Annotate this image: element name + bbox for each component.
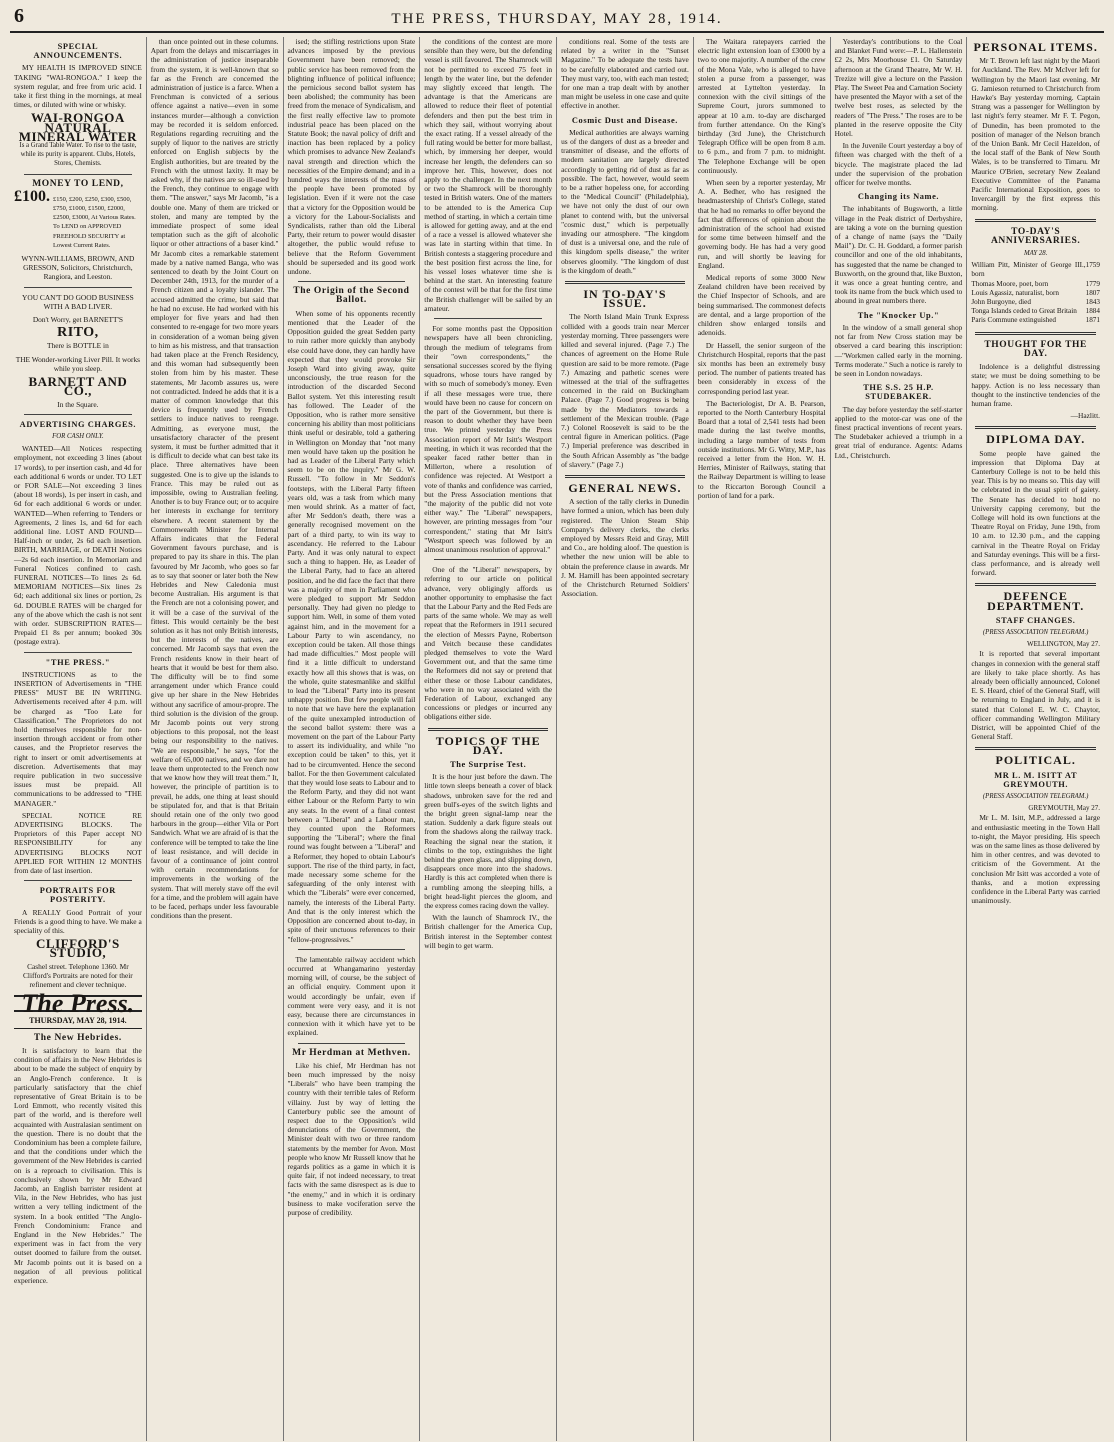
column-4 [420, 37, 557, 1441]
surprise-test-heading: The Surprise Test. [450, 760, 527, 770]
opposition-article: For some months past the Opposition newspapers have all been chronicling, through the medium of telegrams from their "own correspondents," the sensational successes scored by the flying squadrons, whose tours have ranged by with so much of somebody's money. Even if all these messages were true, there would have been no cause for concern on the part of the Government, but there is reason to doubt whether they have been true. We printed yesterday the Press Association report of Mr Isitt's Westport meeting, in which it was recorded that the speaker faced rather better than in Millerton, where a resolution of confidence was rejected. At Westport a vote of thanks and confidence was carried, but the Press Association mentions that "the majority of the public did not vote either way." The "Liberal" newspapers, however, are printing messages from "our correspondent," stating that Mr Isitt's "Westport speech was followed by an almost unanimous resolution of approval." [424, 324, 553, 554]
tests-article: conditions real. Some of the tests are related by a writer in the "Sunset Magazine." To be adequate the tests have to be carefully elaborated and carried out. They must vary, too, with each man tested; for one man a trap dealt with by another man might be useless in one case and quite effective in another. [561, 37, 689, 111]
news-item-2: When seen by a reporter yesterday, Mr A. A. Bedher, who has resigned the headmastership of Christ's College, stated that he had no remarks to offer beyond the fact that differences of opinion about the administration of the school had existed for some time between himself and the governing body. He has had a very good run, and will shortly be leaving for England. [697, 178, 826, 270]
todays-issue-heading: IN TO-DAY'S ISSUE. [583, 287, 667, 311]
news-item-1: The Waitara ratepayers carried the electric light extension loan of £3000 by a two to one majority. A number of the crew of the Mona Vale, who is alleged to have stolen a purse from a passenger, was arrested at Lyttelton yesterday. In connexion with the civil sittings of the Supreme Court, jurors summoned to appear at 10 a.m. to-day are discharged from further attendance. On the King's birthday (3rd June), the Christchurch Telegraph Office will be open from 8 a.m. to 6 p.m., and from 7 p.m. to midnight. The Telephone Exchange will be open continuously. [697, 37, 826, 175]
anniversary-event: Thomas Moore, poet, born [971, 279, 1049, 288]
advertising-charges-sub: FOR CASH ONLY. [52, 432, 104, 440]
second-ballot-text: When some of his opponents recently mentioned that the Leader of the Opposition guided the great Sedden party to ruin rather more quickly than anybody else could have done, they can hardly have expected that they would provoke Sir Joseph Ward into giving away, quite unconsciously, the true reason for the introduction of the discarded Second Ballot system. Yet this interesting result has followed. The Leader of the Opposition, who is rather more sensitive concerning his ability than most politicians think useful or desirable, told a gathering in Wellington on Monday that "not many men would have taken up the position he had as Leader of the Liberal Party which seem to be on the inquiry." Mr G. W. Russell. "To follow in Mr Seddon's footsteps, with the Liberal Party fifteen years old, was a task from which many men would shrink. As a matter of fact, after Mr Seddon's death, there was a generally recognised movement on the part of a third party, to win its way to ascendancy. He referred to the Labour Party. And it was only natural to expect such a thing to happen. He, as Leader of the Liberal Party, had to face an altered position, and he did face the fact that there was a majority of men in Parliament who were pledged to support Mr Seddon personally. They had given no pledge to support him. Well, in some of them voted against him, and in the movement for a Labour Party to win ascendancy, no exception could be taken. All those things had made difficulties." Most people will find it a little difficult to understand exactly how all this shows that is was, on the whole, quite statesmanlike and skilful to lead the "Liberal" Party into its present unhappy position. But few people will fail to note that we have here the explanation of the quite unexampled introduction of the second ballot system: there was a movement on the part of the Labour Party to assert its individuality, and while "no exception could be taken" to this, yet it had to be circumvented. Hence the second ballot. For the then Government calculated that they would lose seats to Labour and to the Reform Party, and they did not want either Labour or the Reform Party to win any seats. In the event of a final contest between a "Liberal" and a Labour man, they counted upon the Reformers supporting the "Liberal"; where the final round was fought between a "Liberal" and a Reformer, they hoped to obtain Labour's support. The rise of the third party, in fact, made necessary some scheme for the safeguarding of the only interest with which the "Liberals" were ever concerned, namely, the interests of the Liberal Party. And that is the only interest which the Opposition are concerned about to-day, in spite of their unctuous references to their "fellow-progressives." [287, 308, 416, 944]
money-firm: WYNN-WILLIAMS, BROWN, AND GRESSON, Solicitors, Christchurch, Rangiora, and Leeston. [21, 254, 135, 282]
money-ad [14, 187, 142, 250]
page-number: 6 [14, 5, 24, 27]
money-rates: £150, £200, £250, £300, £500, £750, £1000, £1500, £2000, £2500, £3000, At Various Rates. To LEND on APPROVED FREEHOLD SECURITY at Lowest Current Rates. [53, 195, 136, 249]
anniversary-year: 1779 [1085, 279, 1100, 288]
press-notice-text: INSTRUCTIONS as to the INSERTION of Advertisements in "THE PRESS" MUST BE IN WRITING. Advertisements received after 4 p.m. will be charged as "Too Late for Classification." The Proprietors do not hold themselves responsible for non-insertion through accident or from other causes, and the Proprietor reserves the right to insert or omit advertisements at discretion. Advertisements that may require publication in two successive issues must be prepaid. All communications to be addressed to "THE MANAGER." [14, 669, 142, 808]
topics-heading: TOPICS OF THE DAY. [435, 733, 541, 757]
thought-text: Indolence is a delightful distressing state; we must be doing something to be happy. Action is no less necessary than thought to the instinctive tendencies of the human frame. [971, 362, 1100, 408]
barnett-name: BARNETT AND CO., [28, 374, 128, 399]
press-masthead: The Press. [14, 995, 142, 1012]
studebaker-text: The day before yesterday the self-starter applied to the motor-car was one of the finest practical inventions of recent years. The Studebaker achieved a triumph in a great trial of endurance. Agents: Adams Ltd., Christchurch. [834, 404, 963, 460]
clifford-text: Cashel street. Telephone 1360. Mr Clifford's Portraits are noted for their refinement and clever technique. [22, 961, 133, 990]
cosmic-dust-text: Medical authorities are always warning us of the dangers of dust as a breeder and transmitter of disease, and the efforts of modern sanitation are largely directed accordingly to getting rid of dust as far as possible. The fact, however, would seem to be a rather hopeless one, for according to the "Medical Council" (Philadelphia), we have not only the dust of our own planet to contend with, but the universal "cosmic dust," which is perpetually invading our atmosphere. "The kingdom of dust is a universal one, and the rule of this kingdom spells disease," the writer observes gloomily. "The kingdom of dust is the kingdom of death." [561, 127, 689, 275]
column-1 [10, 37, 147, 1441]
shamrock-article: the conditions of the contest are more sensible than they were, but the defending vessel is still favoured. The Shamrock will not be permitted to exceed 75 feet in length by the water line, but the defender may slightly exceed that length. The advantage is that the Americans are allowed to reduce their fleet of potential defenders and then put the best trim in which they sail, without worrying about the exact rating. If a vessel already of the full rating would be better for more ballast, which, by immersing her deeper, would increase her length, the defenders can so improve her. This, however, does not apply to the challenger. In the next month or two the Shamrock will be thoroughly tested in British waters. One of the matters to be attended to is the America Cup method of starting, in which a certain time is allowed for getting away, and at the end of a race a vessel is allowed whatever she was late in starting within that time. In British contests a staggering procedure and the best position first across the line, for his vessel loses whatever time she is behind at the start. An interesting feature of the contest will be that for the first time the British challenger will be sailed by an amateur. [424, 37, 553, 313]
anniversary-row [971, 289, 1100, 298]
reform-article: ised; the stifling restrictions upon State advances imposed by the previous Government have been removed; the public service has been removed from the blighting influence of political influence; the pernicious second ballot system has been abolished; the community has been freed from the menace of Syndicalism, and the first really effective law to promote industrial peace has been placed on the Statute Book; the naval policy of drift and inaction has been replaced by a policy which promises to advance New Zealand's naval strength and direction which the necessities of the Empire demand; and in a hundred ways the interests of the mass of the people have been promoted by legislation. Even if it were not the case that a victory for the Opposition would be a victory for the Labour-Socialists and Syndicalists, rather than old the Liberal Party, their return to power would disaster altogether, the public would refuse to believe that the Reform Government should be superseded and its good work undone. [287, 37, 416, 277]
anniversary-event: John Burgoyne, died [971, 298, 1031, 307]
shamrock-launch-text: With the launch of Shamrock IV., the British challenger for the America Cup, British interest in the September contest will begin to get warm. [424, 913, 553, 950]
page-header-title: THE PRESS, THURSDAY, MAY 28, 1914. [391, 11, 723, 27]
special-announcements-heading: SPECIAL ANNOUNCEMENTS. [33, 42, 123, 61]
hebrides-continued: than once pointed out in these columns. Apart from the delays and miscarriages in the administration of justice inseparable from the system, it is well-known that so far as the French are concerned the administration of justice is a farce. When a Frenchman is convicted of a serious offence against a native—even in some instances murder—although a conviction may be recorded it is seldom enforced. Regulations regarding recruiting and the supply of liquor to the natives are strictly enforced on English subjects by the English authorities, but are treated by the French with the utmost laxity. It may be asked why, if the natives are so ill-used by the French, they continue to engage with them. "The answer," says Mr Jacomb, "is a double one. Many of them are tricked or stolen, and many are tempted by the immediate prospect of some ideal temptation such as the gift of alcoholic liquor or other attractions of a baser kind." Mr Jacomb cites a remarkable statement made by a native named Banga, who was sentenced to death by the Joint Court on December 24th, 1913, for the murder of a French citizen and a loyalty islander. The accused admitted the crime, but said that he had no excuse. He had worked with his employer for five years and had then consented to re-engage for two more years in consideration of a woman being given to him as his mistress, and that transaction had taken place at the French Residency, and this woman had subsequently been stolen from him by his master. These statements, Mr Jacomb assures us, were not contradicted. Indeed he adds that it is a matter of common knowledge that this device is frequently used by French settlers to induce natives to reengage. Admitting, as everyone must, the unsatisfactory character of the present system, it must be further admitted that it is difficult to decide what can best take its place. Three alternatives have been suggested. One is to give up the islands to France. This may be ruled out as impossible, owing to Australian feeling. Another is to buy France out; or to acquire her interests in exchange for territory elsewhere. A recent statement by the Commonwealth Minister for Internal Affairs indicates that the Federal Government favours purchase, and is prepared to pay its share in this. The plan favoured by Mr Jacomb, who goes so far as to say that sooner or later both the New Hebrides and New Caledonia must become Australian. His argument is that the French are not a colonising power, and it will be a case of the survival of the fittest. This would certainly be the best solution as it has not only British interests, but the interests of the natives, are concerned. Mr Jacomb says that even the French residents know in their heart of hearts that it would be best for them also. The difficulty will be to find some arrangement under which France could give up her share in the New Hebrides without any sacrifice of amour-propre. The third solution is the division of the group. Mr Jacomb points out very strong objections to this proposal, not the least being our responsibility to the natives. "We are responsible," he says, "for the welfare of 65,000 natives, and we dare not leave them unprotected to the French now that we know how they will treat them." It, however, the principle of partition is to prevail, he adds, one thing at least should be stipulated for, and that is that Britain should retain one of the only two good harbours in the group—either Vila or Port Sandwich. What we are afraid of is that the conference will be tempted to take the line of least resistance, and will decide in favour of a continuance of joint control with certain recommendations for improvements in the working of the system. That will merely stave off the evil for a time, and the problem will again have to be faced, perhaps under less favourable conditions than the present. [150, 37, 279, 921]
anniversary-year: 1871 [1085, 316, 1100, 325]
anniversary-row [971, 261, 1100, 279]
column-3 [284, 37, 421, 1441]
changing-name-heading: Changing its Name. [857, 192, 940, 202]
todays-issue-text: The North Island Main Trunk Express collided with a goods train near Mercer yesterday morning. Three passengers were killed and several injured. (Page 7.) The chances of agreement on the Home Rule question are said to be more remote. (Page 7.) Amazing and pathetic scenes were witnessed at the trial of the suffragettes concerned in the raid on Buckingham Palace. (Page 7.) Good progress is being made by the Mediators towards a settlement of the Mexican trouble. (Page 7.) Colonel Roosevelt is said to be the central figure in American politics. (Page 7.) Imperial preference was described in the South African Assembly as "the badge of slavery." (Page 7.) [561, 312, 689, 469]
news-item-3: Medical reports of some 3000 New Zealand children have been received by the Chief Inspector of Schools, and are being summarised. The commonest defects are dental, and a large proportion of the children show enlarged tonsils and adenoids. [697, 273, 826, 338]
columns [10, 37, 1104, 1441]
anniversary-event: William Pitt, Minister of George III., born [971, 261, 1086, 279]
rito-line-2: THE Wonder-working Liver Pill. It works while you sleep. [15, 354, 141, 373]
anniversary-row [971, 280, 1100, 289]
general-news-heading: GENERAL NEWS. [568, 480, 682, 495]
column-6 [694, 37, 831, 1441]
isitt-source: (PRESS ASSOCIATION TELEGRAM.) [982, 793, 1089, 801]
liberal-article: One of the "Liberal" newspapers, by referring to our article on political advance, very obligingly affords us another opportunity to emphasise the fact that the Labour Party and the Red Feds are parts of the same whole. We may as well repeat that the Reformers in 1911 secured the election of Messrs Payne, Robertson and Veitch because these candidates pledged themselves to vote the Ward Government out, and that the same time the Reformers did not say or pretend that either these or those Labour candidates, who were in no way associated with the Federation of Labour, exchanged any concessions or pledges or incurred any obligations either side. [424, 565, 553, 722]
anniversaries-date: MAY 28. [1023, 250, 1048, 258]
hebrides-text: It is satisfactory to learn that the condition of affairs in the New Hebrides is about to be made the subject of enquiry by an Anglo-French conference. It is particularly satisfactory that the chief representative of Great Britain is to be Lord Emmott, who recently visited this part of the world, and is therefore well acquainted with Australasian sentiment on the question. There is no doubt that the Condominium has been a complete failure, and that the conditions under which the government of the New Hebrides is carried on is a reproach to civilisation. This is conclusively shown by Mr Edward Jacomb, an English barrister resident at Vila, in the New Hebrides, who has just written a very telling indictment of the system. In a book entitled "The Anglo-French Condominium: France and England in the New Hebrides." The experiment was in fact from the very outset doomed to failure from the outset. Mr Jacomb points out it is based on a negation of all previous political experience. [14, 1045, 142, 1285]
isitt-dateline: GREYMOUTH, May 27. [1028, 804, 1100, 813]
political-heading: POLITICAL. [995, 753, 1076, 768]
herdman-heading: Mr Herdman at Methven. [292, 1047, 411, 1058]
special-notice-text: SPECIAL NOTICE RE ADVERTISING BLOCKS. The Proprietors of this Paper accept NO RESPONSIBILITY for any ADVERTISING BLOCKS NOT APPLIED FOR WITHIN 12 MONTHS from date of last insertion. [14, 810, 142, 876]
diploma-day-heading: DIPLOMA DAY. [986, 432, 1086, 447]
anniversary-year: 1884 [1085, 307, 1100, 316]
knocker-up-text: In the window of a small general shop not far from New Cross station may be observed a card bearing this inscription:—"Workmen called early in the morning. Terms moderate." Such a notice is rarely to be seen in London nowadays. [834, 322, 963, 378]
advertising-charges-text: WANTED—All Notices respecting employment, not exceeding 3 lines (about 17 words), to per insertion cash, and 4d for each additional 6 words or under. TO LET or FOR SALE—Not exceeding 3 lines (about 18 words), 1s per insert in cash, and 6d for each additional 6 words or under. WANTED—When referring to Tenders or Agreements, 2 lines 1s, and 6d for each additional line. LOST AND FOUND—Half-inch or under, 2s 6d each insertion. BIRTH, MARRIAGE, or DEATH Notices —2s 6d each insertion. In Memoriam and Funeral Notices confined to cash. FUNERAL NOTICES—To lines 2s 6d. MEMORIAM NOTICES—Six lines 2s 6d; each additional six lines or portion, 2s 6d. DOUBLE RATES will be charged for any of the above which the cash is not sent with order. SUBSCRIPTION RATES—Prepaid £1 8s per annum; booked 30s (postage extra). [14, 444, 142, 647]
wairongoa-ad [14, 110, 142, 168]
portraits-heading: PORTRAITS FOR POSTERITY. [39, 886, 116, 905]
defence-heading: DEFENCE DEPARTMENT. [987, 589, 1085, 613]
column-7 [831, 37, 968, 1441]
anniversary-year: 1843 [1085, 298, 1100, 307]
rito-name: RITO, [57, 325, 99, 341]
anniversary-event: Tonga Islands ceded to Great Britain [971, 307, 1077, 316]
anniversaries-list [971, 261, 1100, 325]
staff-changes-text: It is reported that several important changes in connexion with the general staff are likely to take place shortly. As has already been officially announced, Colonel E. S. Heard, chief of the General Staff, will be returning to England in July, and it is stated that Colonel E. W. C. Chaytor, officer commanding Wellington Military District, will be appointed Chief of the General Staff. [971, 649, 1100, 742]
rito-intro: YOU CAN'T DO GOOD BUSINESS WITH A BAD LIVER. [22, 292, 134, 311]
money-amount: £100. [14, 187, 50, 205]
wairongoa-name: WAI-RONGOA NATURAL MINERAL WATER [18, 110, 138, 144]
health-ad-text: MY HEALTH IS IMPROVED SINCE TAKING "WAI-RONGOA." I keep the system regular, and free from uric acid. I take it first thing in the mornings, at meal times, or diluted with wine or whisky. [14, 63, 142, 110]
wairongoa-text: Is a Grand Table Water. To rise to the taste, while its purity is apparent. Clubs, Hotels, Stores, Chemists. [19, 142, 137, 168]
isitt-heading: MR L. M. ISITT AT GREYMOUTH. [994, 770, 1078, 789]
surprise-test-text: It is the hour just before the dawn. The little town sleeps beneath a cover of black shadows, unbroken save for the red and green bull's-eyes of the switch lights and the bright green signal-lamp near the station. Suddenly a dark figure steals out from the shadows along the railway track. Reaching the signal near the station, it climbs to the top, extinguishes the light behind the green glass, and slipping down, disappears once more into the shadows. Hardly is this act completed when there is a rumbling among the sleeping hills, a bright head-light pierces the gloom, and the express comes racing down the valley. [424, 772, 553, 911]
anniversary-event: Louis Agassiz, naturalist, born [971, 288, 1059, 297]
isitt-text: Mr L. M. Isitt, M.P., addressed a large and enthusiastic meeting in the Town Hall to-night, the Mayor presiding. His speech was on the same lines as those delivered by him in other centres, and was devoted to criticism of the Government. At the conclusion Mr Isitt was accorded a vote of thanks, and a motion expressing confidence in the Liberal Party was carried unanimously. [971, 813, 1100, 906]
news-item-6: Yesterday's contributions to the Coal and Blanket Fund were:—P. L. Hallenstein £2 2s, Mrs Moorhouse £1. On Saturday afternoon at the Grand Theatre, Mr W. H. Trezize will give a lecture on the Passion Play. The Sweet Pea and Carnation Society have presented the Mayor with a set of the twelve best roses, as selected by the readers of "The Press." The roses are to be planted in the reserve opposite the City Hotel. [834, 37, 963, 139]
second-ballot-heading: The Origin of the Second Ballot. [293, 286, 410, 306]
column-5 [557, 37, 694, 1441]
staff-changes-heading: STAFF CHANGES. [995, 615, 1076, 625]
rito-text: Don't Worry, get BARNETT'S [32, 315, 123, 325]
studebaker-heading: THE S.S. 25 H.P. STUDEBAKER. [863, 383, 934, 402]
changing-name-text: The inhabitants of Bugsworth, a little village in the Peak district of Derbyshire, are taking a vote on the burning question of a change of name (says the "Daily Mail"). Dr. C. H. Goddard, a former parish councillor and one of the old inhabitants, has suggested that the name be changed to Buxworth, on the ground that, like Buxton, it was once a great hunting centre, and took its name from the buck which used to abound in great numbers there. [834, 204, 963, 306]
column-8 [967, 37, 1104, 1441]
anniversary-year: 1807 [1085, 288, 1100, 297]
general-news-text: A section of the tally clerks in Dunedin have formed a union, which has been duly registered. The Union Steam Ship Company's delivery clerks, the clerks employed by Messrs Reid and Gray, Mill and Co., are holding aloof. The question is whether the new union will be able to obtain the preference clause in awards. Mr J. M. Hamill has been appointed secretary of the Christchurch Returned Soldiers' Association. [561, 497, 689, 599]
anniversary-year: 1759 [1085, 261, 1100, 270]
portraits-text: A REALLY Good Portrait of your Friends is a good thing to have. We make a speciality of this. [14, 907, 142, 936]
diploma-day-text: Some people have gained the impression that Diploma Day at Canterbury College is not to be held this year. This is by no means so. This day will be celebrated in the usual spirit of gaiety. The Senate has decided to hold no University capping ceremony, but the College will hold its own functions at the Theatre Royal on Friday, June 19th, from 10 a.m. to 12.30 p.m., and the capping carnival in the Theatre Royal on Friday and Saturday evenings. This will be a first-class performance, and is already well forward. [971, 448, 1100, 578]
anniversaries-heading: TO-DAY'S ANNIVERSARIES. [990, 226, 1081, 246]
railway-accident-text: The lamentable railway accident which occurred at Whangamarino yesterday morning will, of course, be the subject of an official enquiry. Comment upon it would accordingly be unfair, even if comment were very easy, and it is not easy, because there are circumstances in connexion with it which have yet to be explained. [287, 954, 416, 1038]
barnett-sub: In the Square. [57, 399, 99, 409]
advertising-charges-heading: ADVERTISING CHARGES. [19, 419, 137, 429]
anniversary-row [971, 307, 1100, 316]
anniversary-event: Paris Commune extinguished [971, 316, 1057, 325]
staff-changes-source: (PRESS ASSOCIATION TELEGRAM.) [982, 628, 1089, 636]
thought-author: —Hazlitt. [1070, 411, 1100, 421]
anniversary-row [971, 316, 1100, 325]
news-item-5: The Bacteriologist, Dr A. B. Pearson, reported to the North Canterbury Hospital Board that a total of 2,541 tests had been made during the last twelve months, including a large number of tests from outside institutions. Mr G. Witty, M.P., has received a letter from the Hon. W. H. Herries, Minister of Railways, stating that the Railway Department is willing to lease to the Riccarton Borough Council a portion of land for a park. [697, 398, 826, 500]
column-2 [147, 37, 284, 1441]
press-dateline: THURSDAY, MAY 28, 1914. [14, 1016, 142, 1028]
page-header [10, 6, 1104, 33]
cosmic-dust-heading: Cosmic Dust and Disease. [571, 115, 678, 125]
hebrides-heading: The New Hebrides. [33, 1032, 122, 1043]
press-notice-heading: "THE PRESS." [45, 657, 111, 667]
personal-items-heading: PERSONAL ITEMS. [973, 40, 1098, 54]
herdman-text: Like his chief, Mr Herdman has not been much impressed by the noisy "Liberals" who have been tramping the country with their terrible tales of Reform villainy. Just by way of letting the Canterbury public see the amount of respect due to the Opposition's wild denunciations of the Government, the Minister dealt with two or three random statements by the member for Avon. Most people who know Mr Russell know that he regards politics as a game in which it is quite fair, if not indeed necessary, to treat facts with the same disrespect as is due to "the enemy," and in which it is ordinary business to make vociferation serve the purpose of credibility. [287, 1060, 416, 1217]
anniversary-row [971, 298, 1100, 307]
knocker-up-heading: The "Knocker Up." [857, 310, 940, 320]
personal-items-text: Mr T. Brown left last night by the Maori for Auckland. The Rev. Mr McIver left for Wellington by the Maori last evening. Mr G. Jamieson returned to Christchurch from Hawke's Bay yesterday morning. Captain Strang was a passenger for Wellington by last night's ferry steamer. Mr F. T. Pegon, of Dunedin, has been promoted to the position of manager of the Nelson branch of the Union Bank. Mr Cecil Hazeldon, of the local staff of the Bank of New South Wales, is to be transferred to Timaru. Mr Maurice O'Brien, secretary New Zealand Executive Committee of the Panama Pacific International Exposition, goes to Invercargill by the first express this morning. [971, 56, 1100, 213]
rito-line: There is BOTTLE in [46, 341, 109, 351]
money-heading: MONEY TO LEND, [32, 178, 124, 189]
clifford-name: CLIFFORD'S STUDIO, [36, 936, 120, 961]
news-item-4: Dr Hassell, the senior surgeon of the Christchurch Hospital, reports that the past six months has been an extremely busy period. The number of patients treated has been considerably in excess of the corresponding period last year. [697, 340, 826, 396]
news-item-7: In the Juvenile Court yesterday a boy of fifteen was charged with the theft of a bicycle. The magistrate placed the lad under the supervision of the probation officer for twelve months. [834, 141, 963, 188]
thought-heading: THOUGHT FOR THE DAY. [984, 339, 1087, 359]
staff-changes-dateline: WELLINGTON, May 27. [1027, 640, 1100, 649]
